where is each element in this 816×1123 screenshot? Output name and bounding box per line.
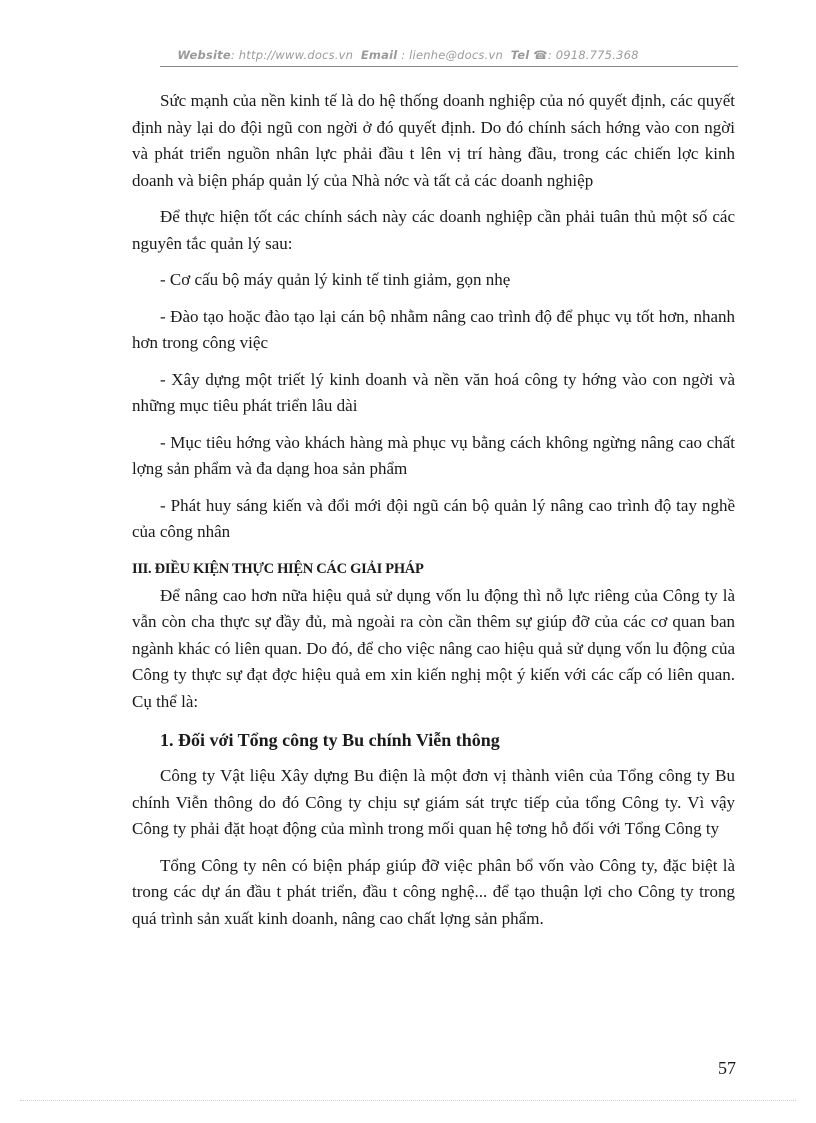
- list-item-5: - Phát huy sáng kiến và đổi mới đội ngũ cán bộ quản lý nâng cao trình độ tay nghề của công nhân: [132, 495, 735, 541]
- list-item-3: - Xây dựng một triết lý kinh doanh và nền văn hoá công ty hớng vào con ngời và những mục tiêu phát triển lâu dài: [132, 369, 735, 415]
- email-value: : lienhe@docs.vn: [401, 48, 503, 62]
- section-heading: III. ĐIỀU KIỆN THỰC HIỆN CÁC GIẢI PHÁP: [132, 560, 424, 577]
- paragraph-4: Công ty Vật liệu Xây dựng Bu điện là một đơn vị thành viên của Tổng công ty Bu chính Viễn thông do đó Công ty chịu sự giám sát trực tiếp của tổng Công ty. Vì vậy Công ty phải đặt hoạt động của mình trong mối quan hệ tơng hỗ đối với Tổng Công ty: [132, 766, 735, 838]
- subsection-heading: 1. Đối với Tổng công ty Bu chính Viễn thông: [160, 730, 500, 750]
- list-item-1: - Cơ cấu bộ máy quản lý kinh tế tinh giảm, gọn nhẹ: [160, 270, 511, 289]
- phone-icon: ☎: [533, 48, 548, 62]
- document-body: [132, 88, 735, 942]
- list-item-4: - Mục tiêu hớng vào khách hàng mà phục vụ bằng cách không ngừng nâng cao chất lợng sản phẩm và đa dạng hoa sản phẩm: [132, 432, 735, 478]
- paragraph-1: Sức mạnh của nền kinh tế là do hệ thống doanh nghiệp của nó quyết định, các quyết định này lại do đội ngũ con ngời ở đó quyết định. Do đó chính sách hớng vào con ngời và phát triển nguồn nhân lực phải đầu t lên vị trí hàng đầu, trong các chiến lợc kinh doanh và biện pháp quản lý của Nhà nớc và tất cả các doanh nghiệp: [132, 91, 735, 190]
- website-label: Website: [177, 48, 231, 62]
- footer-divider: [20, 1100, 796, 1101]
- tel-value: : 0918.775.368: [547, 48, 639, 62]
- paragraph-3: Để nâng cao hơn nữa hiệu quả sử dụng vốn lu động thì nỗ lực riêng của Công ty là vẫn còn cha thực sự đầy đủ, mà ngoài ra còn cần thêm sự giúp đỡ của các cơ quan ban ngành khác có liên quan. Do đó, để cho việc nâng cao hiệu quả sử dụng vốn lu động của Công ty thực sự đạt đợc hiệu quả em xin kiến nghị một ý kiến với các cấp có liên quan. Cụ thể là:: [132, 585, 735, 711]
- paragraph-5: Tổng Công ty nên có biện pháp giúp đỡ việc phân bổ vốn vào Công ty, đặc biệt là trong các dự án đầu t phát triển, đầu t công nghệ... để tạo thuận lợi cho Công ty trong quá trình sản xuất kinh doanh, nâng cao chất lợng sản phẩm.: [132, 855, 735, 928]
- website-value: : http://www.docs.vn: [230, 48, 354, 62]
- page-number: 57: [718, 1058, 736, 1078]
- page-header: [0, 48, 816, 62]
- list-item-2: - Đào tạo hoặc đào tạo lại cán bộ nhằm nâng cao trình độ để phục vụ tốt hơn, nhanh hơn trong công việc: [132, 306, 735, 352]
- email-label: Email: [360, 48, 398, 62]
- paragraph-2: Để thực hiện tốt các chính sách này các doanh nghiệp cần phải tuân thủ một số các nguyên tắc quản lý sau:: [132, 207, 735, 253]
- tel-label: Tel: [510, 48, 530, 62]
- header-divider: [160, 66, 738, 67]
